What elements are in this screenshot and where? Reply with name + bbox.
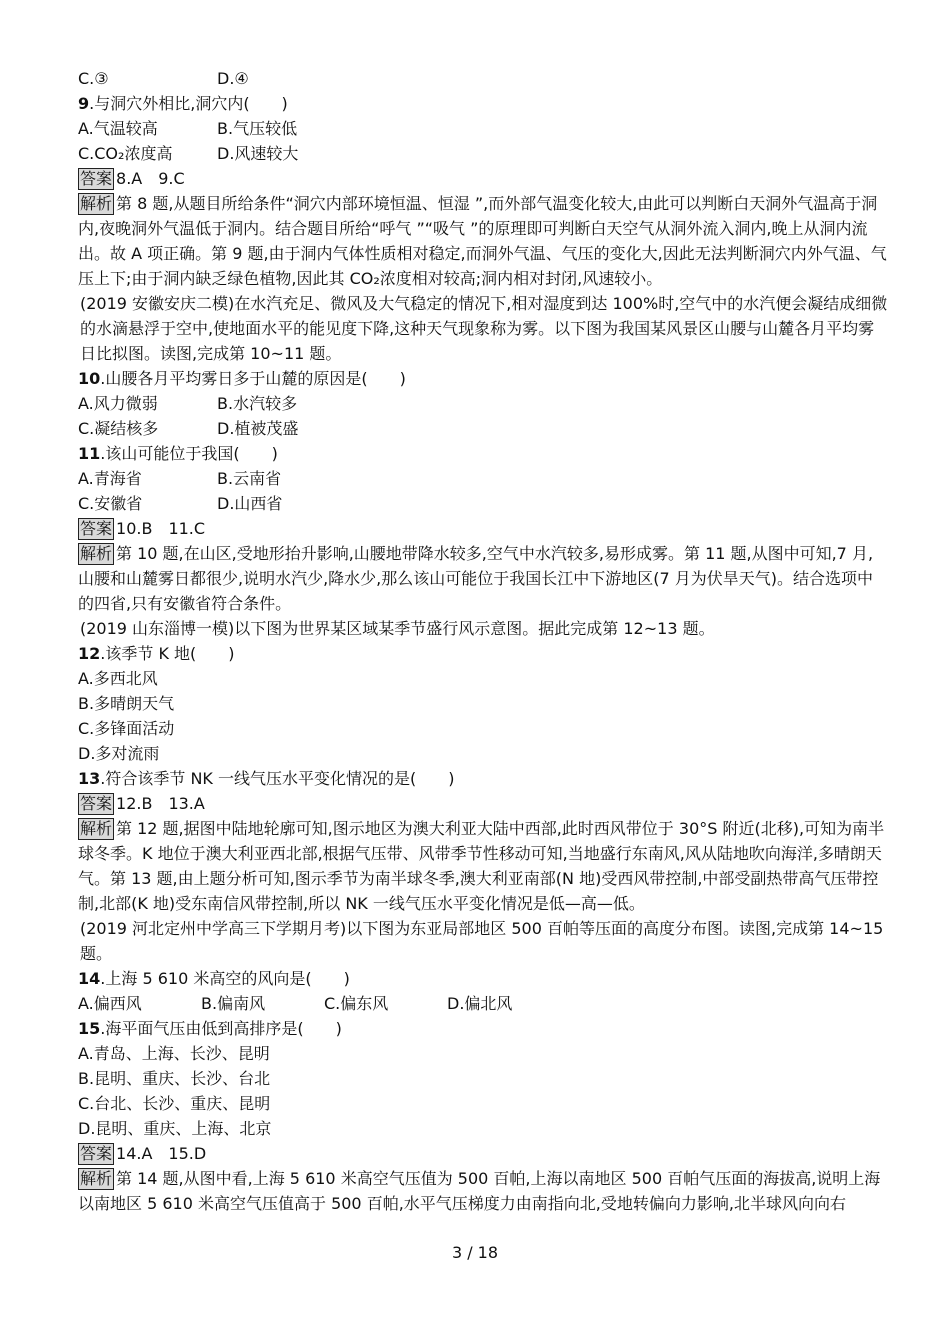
- question-text: .海平面气压由低到高排序是( ): [100, 1019, 342, 1038]
- option-c: C.偏东风: [324, 994, 389, 1013]
- question-14: [78, 966, 888, 991]
- explanation-text: 第 8 题,从题目所给条件“洞穴内部环境恒温、恒湿 ”,而外部气温变化较大,由此可以判断白天洞外气温高于洞内,夜晚洞外气温低于洞内。结合题目所给“呼气 ”“吸气 ”的原理即可判断白天空气从洞外流入洞内,晚上从洞内流出。故 A 项正确。第 9 题,由于洞内气体性质相对稳定,而洞外气温、气压的变化大,因此无法判断洞穴内外气温、气压上下;由于洞内缺乏绿色植物,因此其 CO₂浓度相对较高;洞内相对封闭,风速较小。: [78, 194, 887, 288]
- answer-tag: 答案: [80, 519, 113, 538]
- option-b: B.云南省: [217, 469, 282, 488]
- option-d: D.风速较大: [217, 144, 299, 163]
- question-number: 9: [78, 94, 90, 113]
- answer-line: [78, 516, 888, 541]
- q10-options-ab: [78, 391, 888, 416]
- question-text: .符合该季节 NK 一线气压水平变化情况的是( ): [100, 769, 455, 788]
- answer-text: 14.A 15.D: [116, 1144, 207, 1163]
- option-c: C.CO₂浓度高: [78, 144, 173, 163]
- question-group-intro: (2019 河北定州中学高三下学期月考)以下图为东亚局部地区 500 百帕等压面的高度分布图。读图,完成第 14~15 题。: [80, 919, 884, 963]
- option-b: B.多晴朗天气: [78, 694, 175, 713]
- option-a: A.青海省: [78, 469, 142, 488]
- answer-line: [78, 1141, 888, 1166]
- question-number: 14: [78, 969, 101, 988]
- option-b: B.水汽较多: [217, 394, 298, 413]
- option-d: D.多对流雨: [78, 744, 160, 763]
- question-group-intro: (2019 安徽安庆二模)在水汽充足、微风及大气稳定的情况下,相对湿度到达 100%时,空气中的水汽便会凝结成细微的水滴悬浮于空中,使地面水平的能见度下降,这种天气现象称为雾。以下图为我国某风景区山腰与山麓各月平均雾日比拟图。读图,完成第 10~11 题。: [80, 294, 888, 363]
- explanation-text: 第 14 题,从图中看,上海 5 610 米高空气压值为 500 百帕,上海以南地区 500 百帕气压面的海拔高,说明上海以南地区 5 610 米高空气压值高于 500 百帕,水平气压梯度力由南指向北,受地转偏向力影响,北半球风向向右: [78, 1169, 881, 1213]
- explanation-tag: 解析: [80, 544, 113, 563]
- question-text: .山腰各月平均雾日多于山麓的原因是( ): [100, 369, 406, 388]
- option-c: C.凝结核多: [78, 419, 159, 438]
- question-number: 10: [78, 369, 101, 388]
- option-c: C.安徽省: [78, 494, 143, 513]
- document-body: [78, 66, 888, 1216]
- option-b: B.昆明、重庆、长沙、台北: [78, 1069, 271, 1088]
- question-13: [78, 766, 888, 791]
- option-c: C.多锋面活动: [78, 719, 175, 738]
- option-a: A.偏西风: [78, 994, 142, 1013]
- answer-text: 12.B 13.A: [116, 794, 205, 813]
- explanation-text: 第 10 题,在山区,受地形抬升影响,山腰地带降水较多,空气中水汽较多,易形成雾。第 11 题,从图中可知,7 月,山腰和山麓雾日都很少,说明水汽少,降水少,那么该山可能位于我国长江中下游地区(7 月为伏旱天气)。结合选项中的四省,只有安徽省符合条件。: [78, 544, 874, 613]
- question-text: .与洞穴外相比,洞穴内( ): [89, 94, 288, 113]
- option-a: A.多西北风: [78, 669, 158, 688]
- answer-tag: 答案: [80, 1144, 113, 1163]
- option-d: D.昆明、重庆、上海、北京: [78, 1119, 272, 1138]
- option-d: D.植被茂盛: [217, 419, 299, 438]
- q11-options-cd: [78, 491, 888, 516]
- question-text: .该山可能位于我国( ): [100, 444, 278, 463]
- option-a: A.青岛、上海、长沙、昆明: [78, 1044, 270, 1063]
- explanation: [78, 816, 888, 916]
- question-number: 11: [78, 444, 101, 463]
- question-text: .上海 5 610 米高空的风向是( ): [100, 969, 350, 988]
- option-a: A.气温较高: [78, 119, 158, 138]
- question-12: [78, 641, 888, 666]
- question-number: 15: [78, 1019, 101, 1038]
- answer-tag: 答案: [80, 169, 113, 188]
- explanation-text: 第 12 题,据图中陆地轮廓可知,图示地区为澳大利亚大陆中西部,此时西风带位于 30°S 附近(北移),可知为南半球冬季。K 地位于澳大利亚西北部,根据气压带、风带季节性移动可知,当地盛行东南风,风从陆地吹向海洋,多晴朗天气。第 13 题,由上题分析可知,图示季节为南半球冬季,澳大利亚南部(N 地)受西风带控制,中部受副热带高气压带控制,北部(K 地)受东南信风带控制,所以 NK 一线气压水平变化情况是低—高—低。: [78, 819, 885, 913]
- question-number: 13: [78, 769, 101, 788]
- page-number: 3 / 18: [451, 1243, 499, 1262]
- explanation: [78, 191, 888, 291]
- answer-line: [78, 166, 888, 191]
- q8-options-cd: [78, 66, 888, 91]
- option-d: D.偏北风: [447, 994, 513, 1013]
- question-11: [78, 441, 888, 466]
- answer-tag: 答案: [80, 794, 113, 813]
- question-10: [78, 366, 888, 391]
- explanation-tag: 解析: [80, 1169, 113, 1188]
- explanation: [78, 1166, 888, 1216]
- answer-text: 10.B 11.C: [116, 519, 206, 538]
- question-group-intro: (2019 山东淄博一模)以下图为世界某区域某季节盛行风示意图。据此完成第 12~13 题。: [80, 619, 715, 638]
- answer-line: [78, 791, 888, 816]
- q10-options-cd: [78, 416, 888, 441]
- question-15: [78, 1016, 888, 1041]
- q11-options-ab: [78, 466, 888, 491]
- option-d: D.④: [217, 69, 249, 88]
- option-a: A.风力微弱: [78, 394, 158, 413]
- option-c: C.③: [78, 69, 109, 88]
- explanation-tag: 解析: [80, 819, 113, 838]
- q9-options-cd: [78, 141, 888, 166]
- option-b: B.气压较低: [217, 119, 298, 138]
- option-c: C.台北、长沙、重庆、昆明: [78, 1094, 271, 1113]
- q14-options: [78, 991, 888, 1016]
- question-number: 12: [78, 644, 101, 663]
- option-b: B.偏南风: [201, 994, 266, 1013]
- option-d: D.山西省: [217, 494, 283, 513]
- explanation: [78, 541, 888, 616]
- explanation-tag: 解析: [80, 194, 113, 213]
- question-text: .该季节 K 地( ): [100, 644, 235, 663]
- answer-text: 8.A 9.C: [116, 169, 185, 188]
- q9-options-ab: [78, 116, 888, 141]
- question-9: [78, 91, 888, 116]
